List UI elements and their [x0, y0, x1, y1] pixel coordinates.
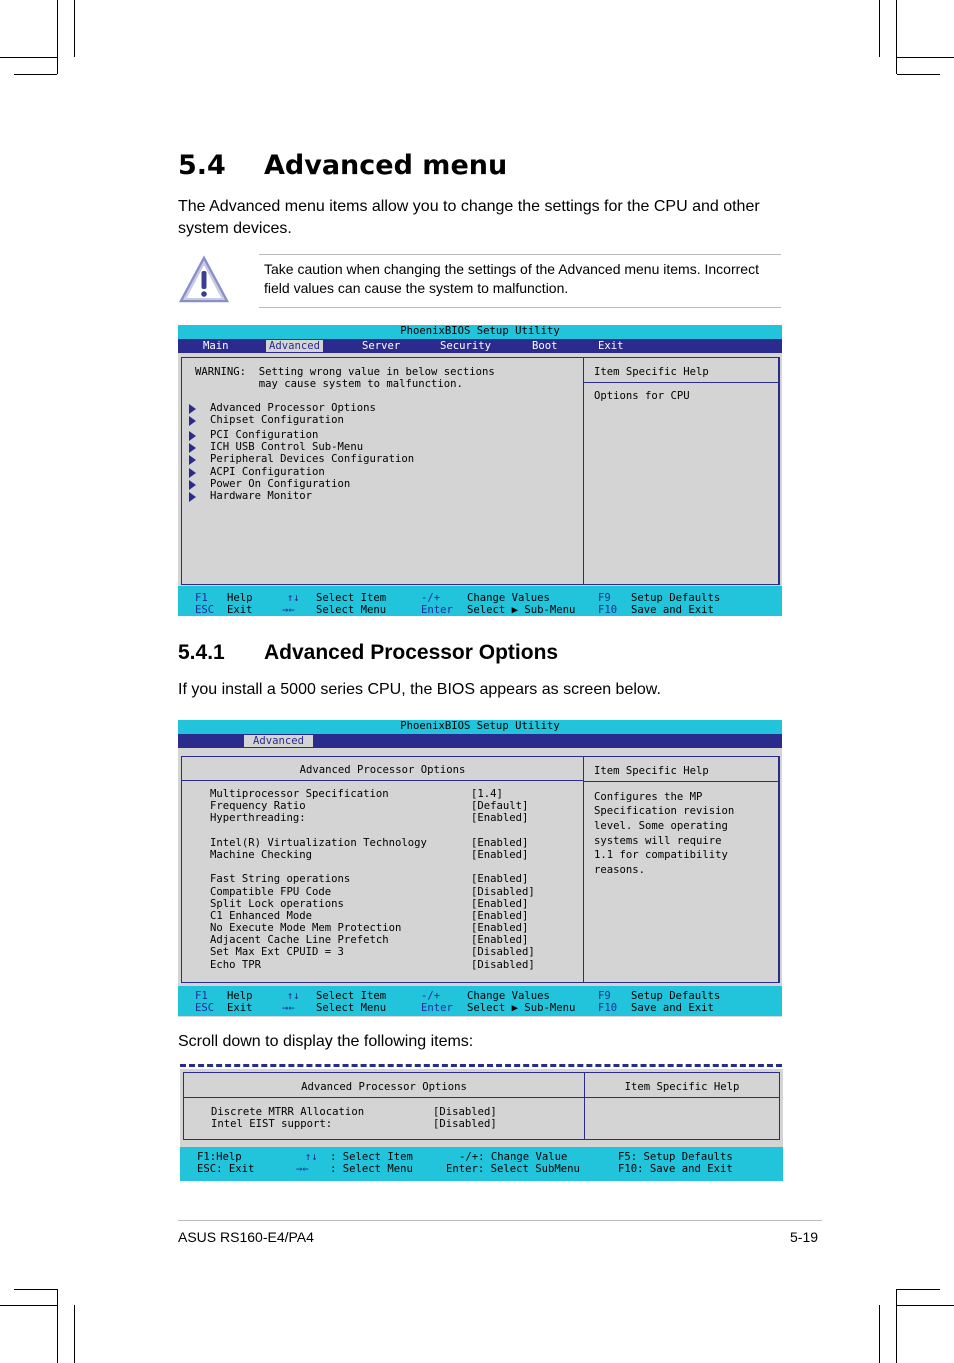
key-esc-exit: ESC: Exit: [197, 1163, 255, 1175]
key-select-menu-label: Select Menu: [316, 1002, 387, 1014]
key-f10: F10: [598, 1002, 618, 1014]
key-setup-defaults-label: F5: Setup Defaults: [618, 1151, 733, 1163]
key-setup-defaults-label: Setup Defaults: [631, 592, 721, 604]
crop-mark: [879, 1305, 880, 1363]
setting-label: Multiprocessor Specification: [210, 788, 389, 800]
bios-main-frame: [183, 1072, 780, 1140]
bios-screen-main: [178, 325, 782, 616]
key-save-exit-label: Save and Exit: [631, 604, 714, 616]
section-intro: The Advanced menu items allow you to change the settings for the CPU and other system devices.: [178, 198, 760, 237]
menu-tab-advanced[interactable]: Advanced: [266, 340, 323, 352]
bios-menubar: [178, 339, 782, 353]
crop-mark: [14, 74, 57, 75]
bios-screen-processor-options-scrolled: [180, 1069, 783, 1181]
scroll-note: Scroll down to display the following items:: [178, 1033, 474, 1050]
key-f10: F10: [598, 604, 618, 616]
setting-label: C1 Enhanced Mode: [210, 910, 313, 922]
caution-box: [259, 254, 781, 308]
bios-title: PhoenixBIOS Setup Utility: [178, 720, 782, 734]
footer-page-number: 5-19: [790, 1229, 819, 1245]
setting-value[interactable]: [Disabled]: [471, 886, 535, 898]
menu-item-peripheral-devices[interactable]: Peripheral Devices Configuration: [210, 453, 415, 465]
key-change-values-label: Change Values: [467, 592, 550, 604]
setting-value[interactable]: [Disabled]: [433, 1106, 497, 1118]
key-help-label: Help: [227, 990, 253, 1002]
crop-mark: [74, 0, 75, 57]
crop-mark: [0, 1305, 57, 1306]
key-save-exit-label: Save and Exit: [631, 1002, 714, 1014]
key-f1: F1: [195, 990, 208, 1002]
help-line: reasons.: [594, 864, 646, 876]
setting-value[interactable]: [Disabled]: [471, 959, 535, 971]
setting-value[interactable]: [Disabled]: [471, 946, 535, 958]
key-select-item-label: Select Item: [316, 990, 387, 1002]
setting-label: Hyperthreading:: [210, 812, 306, 824]
key-enter: Enter: [421, 1002, 453, 1014]
submenu-arrow-icon: [189, 480, 196, 490]
setting-label: Discrete MTRR Allocation: [211, 1106, 365, 1118]
up-down-arrows-icon: ↑↓: [305, 1151, 318, 1163]
menu-tab-server[interactable]: Server: [362, 340, 401, 352]
key-select-item-label: : Select Item: [330, 1151, 413, 1163]
bios-main-frame: [181, 756, 779, 983]
setting-label: Frequency Ratio: [210, 800, 306, 812]
key-exit-label: Exit: [227, 604, 253, 616]
submenu-arrow-icon: [189, 492, 196, 502]
crop-mark: [897, 1289, 940, 1290]
key-enter: Enter: [421, 604, 453, 616]
help-title: Item Specific Help: [624, 1081, 740, 1093]
setting-label: Intel(R) Virtualization Technology: [210, 837, 427, 849]
bios-key-footer: [180, 1147, 783, 1181]
crop-mark: [57, 0, 58, 74]
key-select-submenu-label: Enter: Select SubMenu: [446, 1163, 580, 1175]
menu-item-power-on-configuration[interactable]: Power On Configuration: [210, 478, 351, 490]
key-f1-help: F1:Help: [197, 1151, 242, 1163]
footer-product-name: ASUS RS160-E4/PA4: [178, 1229, 314, 1245]
menu-item-acpi-configuration[interactable]: ACPI Configuration: [210, 466, 325, 478]
scroll-divider: [180, 1064, 782, 1067]
subsection-intro: If you install a 5000 series CPU, the BIOS appears as screen below.: [178, 681, 661, 698]
help-line: Specification revision: [594, 805, 735, 817]
footer-divider: [178, 1220, 822, 1221]
left-right-arrows-icon: →←: [282, 1002, 295, 1014]
warning-line: WARNING: Setting wrong value in below sections: [195, 366, 495, 378]
key-select-menu-label: Select Menu: [316, 604, 387, 616]
left-right-arrows-icon: →←: [282, 604, 295, 616]
key-minus-plus: -/+: [421, 990, 441, 1002]
key-save-exit-label: F10: Save and Exit: [618, 1163, 733, 1175]
bios-menubar: [178, 734, 782, 748]
subsection-heading: [178, 641, 558, 665]
key-select-item-label: Select Item: [316, 592, 387, 604]
key-f9: F9: [598, 592, 611, 604]
crop-mark: [14, 1289, 57, 1290]
crop-mark: [897, 1305, 954, 1306]
submenu-arrow-icon: [189, 443, 196, 453]
help-line: systems will require: [594, 835, 722, 847]
menu-tab-security[interactable]: Security: [440, 340, 492, 352]
crop-mark: [879, 0, 880, 57]
key-select-submenu-label: Select ▶ Sub-Menu: [467, 1002, 576, 1014]
warning-line: may cause system to malfunction.: [195, 378, 463, 390]
menu-item-ich-usb-control[interactable]: ICH USB Control Sub-Menu: [210, 441, 364, 453]
help-title: Item Specific Help: [594, 366, 709, 378]
key-change-value-label: -/+: Change Value: [459, 1151, 568, 1163]
bios-key-footer: [178, 986, 782, 1016]
warning-triangle-icon: [178, 255, 230, 310]
crop-mark: [897, 74, 940, 75]
bios-screen-processor-options: [178, 720, 782, 1017]
submenu-arrow-icon: [189, 455, 196, 465]
crop-mark: [0, 57, 57, 58]
crop-mark: [57, 1289, 58, 1363]
help-panel: [583, 357, 780, 585]
caution-text: Take caution when changing the settings of the Advanced menu items. Incorrect field values can cause the system to malfunction.: [264, 261, 759, 296]
help-line: level. Some operating: [594, 820, 728, 832]
menu-tab-main[interactable]: Main: [203, 340, 229, 352]
section-title: Advanced menu: [264, 150, 508, 181]
section-number: 5.4: [178, 150, 226, 181]
setting-label: Intel EIST support:: [211, 1118, 333, 1130]
setting-label: Echo TPR: [210, 959, 262, 971]
left-right-arrows-icon: →←: [296, 1163, 309, 1175]
setting-label: Machine Checking: [210, 849, 313, 861]
key-select-menu-label: : Select Menu: [330, 1163, 413, 1175]
setting-value[interactable]: [Enabled]: [471, 849, 529, 861]
help-line: 1.1 for compatibility: [594, 849, 728, 861]
key-select-submenu-label: Select ▶ Sub-Menu: [467, 604, 576, 616]
setting-value[interactable]: [Enabled]: [471, 812, 529, 824]
menu-item-pci-configuration[interactable]: PCI Configuration: [210, 429, 319, 441]
help-line: Configures the MP: [594, 791, 703, 803]
up-down-arrows-icon: ↑↓: [287, 592, 300, 604]
key-esc: ESC: [195, 1002, 215, 1014]
setting-value[interactable]: [Enabled]: [471, 910, 529, 922]
submenu-arrow-icon: [189, 416, 196, 426]
help-title: Item Specific Help: [594, 765, 709, 777]
bios-key-footer: [178, 586, 782, 616]
key-minus-plus: -/+: [421, 592, 441, 604]
help-panel: [583, 756, 780, 983]
menu-tab-advanced[interactable]: Advanced: [244, 735, 313, 747]
bios-main-frame: [181, 357, 779, 585]
setting-label: Fast String operations: [210, 873, 351, 885]
panel-title: Advanced Processor Options: [299, 764, 466, 776]
crop-mark: [896, 1289, 897, 1363]
setting-label: Compatible FPU Code: [210, 886, 332, 898]
section-heading: [178, 150, 507, 181]
setting-value[interactable]: [Default]: [471, 800, 529, 812]
submenu-arrow-icon: [189, 431, 196, 441]
key-help-label: Help: [227, 592, 253, 604]
help-text: Options for CPU: [594, 390, 690, 402]
setting-value[interactable]: [Enabled]: [471, 922, 529, 934]
setting-value[interactable]: [Disabled]: [433, 1118, 497, 1130]
menu-item-advanced-processor-options[interactable]: Advanced Processor Options: [210, 402, 376, 414]
setting-label: Split Lock operations: [210, 898, 344, 910]
setting-label: Adjacent Cache Line Prefetch: [210, 934, 389, 946]
menu-item-hardware-monitor[interactable]: Hardware Monitor: [210, 490, 313, 502]
up-down-arrows-icon: ↑↓: [287, 990, 300, 1002]
subsection-title: Advanced Processor Options: [264, 641, 559, 664]
panel-title: Advanced Processor Options: [301, 1081, 467, 1093]
subsection-number: 5.4.1: [178, 641, 225, 664]
crop-mark: [897, 57, 954, 58]
key-setup-defaults-label: Setup Defaults: [631, 990, 721, 1002]
bios-title: PhoenixBIOS Setup Utility: [178, 325, 782, 339]
key-f9: F9: [598, 990, 611, 1002]
key-change-values-label: Change Values: [467, 990, 550, 1002]
menu-item-chipset-configuration[interactable]: Chipset Configuration: [210, 414, 344, 426]
setting-value[interactable]: [Enabled]: [471, 873, 529, 885]
setting-label: No Execute Mode Mem Protection: [210, 922, 402, 934]
submenu-arrow-icon: [189, 404, 196, 414]
crop-mark: [896, 0, 897, 74]
key-f1: F1: [195, 592, 208, 604]
setting-value[interactable]: [Enabled]: [471, 837, 529, 849]
submenu-arrow-icon: [189, 468, 196, 478]
setting-value[interactable]: [Enabled]: [471, 898, 529, 910]
menu-tab-boot[interactable]: Boot: [532, 340, 558, 352]
setting-value[interactable]: [1.4]: [471, 788, 503, 800]
key-esc: ESC: [195, 604, 215, 616]
crop-mark: [74, 1305, 75, 1363]
key-exit-label: Exit: [227, 1002, 253, 1014]
menu-tab-exit[interactable]: Exit: [598, 340, 624, 352]
setting-value[interactable]: [Enabled]: [471, 934, 529, 946]
setting-label: Set Max Ext CPUID = 3: [210, 946, 344, 958]
